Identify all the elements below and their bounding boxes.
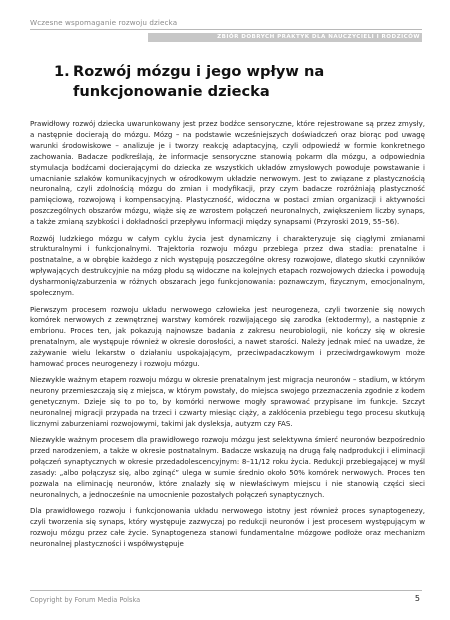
paragraph: Pierwszym procesem rozwoju układu nerwowego człowieka jest neurogeneza, czyli tworzenie się nowych komórek nerwowych z zewnętrznej warstwy komórek rozwijającego się zarodka (ektodermy), a następnie z embrionu. Proces ten, jak pokazują najnowsze badania z zakresu neurobiologii, nie kończy się w okresie prenatalnym, ale występuje również w okresie dorosłości, a nawet starości. Należy jednak mieć na uwadze, że zażywanie wielu lekarstw o działaniu uspokajającym, przeciwpadaczkowym i przeciwdrgawkowym może hamować proces neurogenezy i rozwoju mózgu. — [30, 304, 425, 369]
paragraph: Rozwój ludzkiego mózgu w całym cyklu życia jest dynamiczny i charakteryzuje się ciągłymi zmianami strukturalnymi i funkcjonalnymi. Trajektoria rozwoju mózgu przebiega przez dwa stadia: prenatalne i postnatalne, a w obrębie każdego z nich występują poszczególne okresy rozwojowe, dlatego skutki czynników wpływających destrukcyjnie na mózg płodu są widoczne na kolejnych etapach rozwojowych dziecka i powodują dysharmonię/zaburzenia w różnych obszarach jego funkcjonowania: poznawczym, fizycznym, emocjonalnym, społecznym. — [30, 233, 425, 298]
chapter-title: Rozwój mózgu i jego wpływ na funkcjonowanie dziecka — [73, 63, 325, 100]
running-header-title: Wczesne wspomaganie rozwoju dziecka — [30, 18, 178, 27]
paragraph: Niezwykle ważnym procesem dla prawidłowego rozwoju mózgu jest selektywna śmierć neuronów bezpośrednio przed narodzeniem, a także w okresie postnatalnym. Badacze wskazują na drugą falę nadprodukcji i eliminacji połączeń synaptycznych w okresie przedadolescencyjnym: 8–11/12 roku życia. Redukcji przebiegającej w myśl zasady: „albo połączysz się, albo zginąć” ulega w sumie średnio około 50% komórek nerwowych. Proces ten pozwala na eliminację neuronów, które znalazły się w niewłaściwym miejscu i nie stanowią części sieci neuronalnych, a jednocześnie na umocnienie pozostałych połączeń synaptycznych. — [30, 435, 425, 499]
section-band: ZBIÓR DOBRYCH PRAKTYK DLA NAUCZYCIELI I RODZICÓW — [148, 33, 422, 42]
footer-copyright: Copyright by Forum Media Polska — [30, 596, 141, 604]
paragraph: Dla prawidłowego rozwoju i funkcjonowania układu nerwowego istotny jest również proces synaptogenezy, czyli tworzenia się synaps, który występuje zazwyczaj po redukcji neuronów i jest procesem występującym w rozwoju mózgu przez całe życie. Synaptogeneza stanowi fundamentalne mózgowe podłoże oraz mechanizm neuronalnej plastyczności i współwystępuje — [30, 506, 425, 549]
body-text — [30, 119, 425, 556]
paragraph: Niezwykle ważnym etapem rozwoju mózgu w okresie prenatalnym jest migracja neuronów – stadium, w którym neurony przemieszczają się z miejsca, w którym powstały, do miejsca swojego przeznaczenia zgodnie z kodem genetycznym. Dzieje się to po to, by komórki nerwowe mogły sprawować przypisane im funkcje. Szczyt neuronalnej migracji przypada na trzeci i czwarty miesiąc ciąży, a zakłócenia przebiegu tego procesu skutkują licznymi zaburzeniami rozwojowymi, takimi jak dysleksja, autyzm czy FAS. — [30, 375, 425, 429]
header-divider — [30, 29, 422, 30]
paragraph: Prawidłowy rozwój dziecka uwarunkowany jest przez bodźce sensoryczne, które rejestrowane są przez zmysły, a następnie docierają do mózgu. Mózg – na podstawie wcześniejszych doświadczeń oraz biorąc pod uwagę warunki środowiskowe – analizuje je i tworzy reakcję adaptacyjną, czyli odpowiedź w formie konkretnego zachowania. Badacze podkreślają, że informacje sensoryczne stanowią pokarm dla mózgu, a odpowiednia stymulacja bodźcami docierającymi do dziecka ze wszystkich układów zmysłowych powoduje powstawanie i umacnianie szlaków komunikacyjnych w ośrodkowym układzie nerwowym. Jest to związane z plastycznością neuronalną, czyli zdolnością mózgu do zmian i modyfikacji, przy czym badacze rozróżniają plastyczność pamięciową, rozwojową i kompensacyjną. Plastyczność, widoczna w postaci zmian organizacji i aktywności poszczególnych obszarów mózgu, wiąże się ze wzrostem połączeń neuronalnych, zwiększeniem liczby synaps, a także zmianą szybkości i dokładności przepływu informacji między synapsami (Przyroski 2019, 55–56). — [30, 119, 425, 227]
chapter-heading — [54, 62, 404, 102]
footer-divider — [30, 590, 422, 591]
page-number: 5 — [414, 594, 420, 603]
chapter-number: 1. — [54, 63, 70, 80]
